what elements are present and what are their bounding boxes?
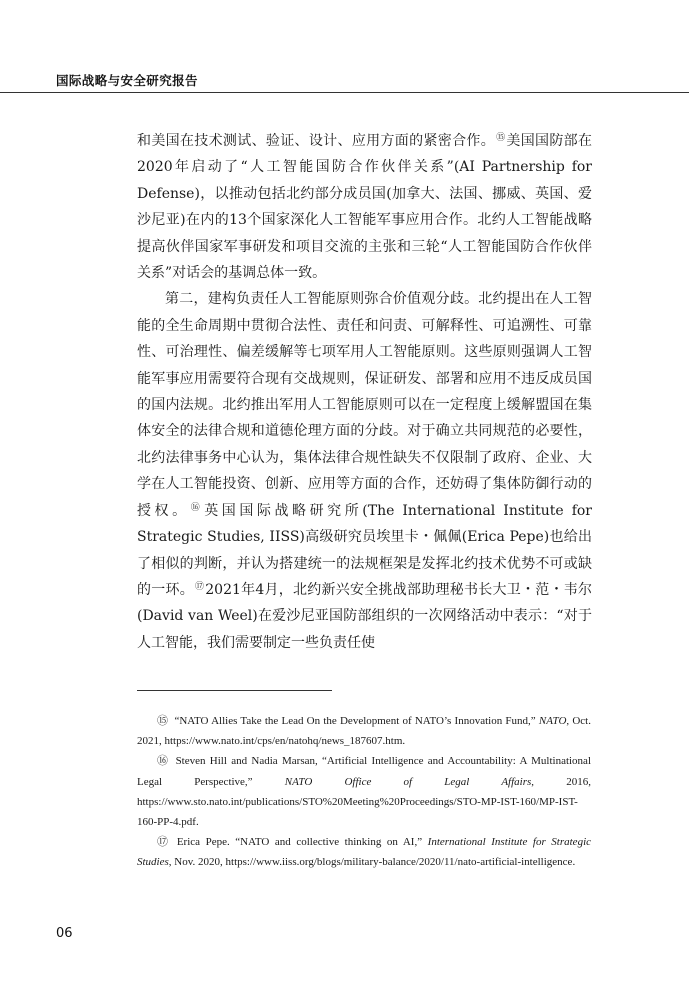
paragraph-1-text-b: 美国国防部在2020年启动了“人工智能国防合作伙伴关系”(AI Partnership for Defense)，以推动包括北约部分成员国(加拿大、法国、挪威、英国、爱沙尼亚)在内的13个国家深化人工智能军事应用合作。北约人工智能战略提高伙伴国家军事研发和项目交流的主张和三轮“人工智能国防合作伙伴关系”对话会的基调总体一致。 xyxy=(137,133,593,282)
footnote-15 xyxy=(137,711,591,751)
paragraph-1-text-a: 和美国在技术测试、验证、设计、应用方面的紧密合作。 xyxy=(137,133,496,149)
paragraph-2-text-a: 第二，建构负责任人工智能原则弥合价值观分歧。北约提出在人工智能的全生命周期中贯彻合法性、责任和问责、可解释性、可追溯性、可靠性、可治理性、偏差缓解等七项军用人工智能原则。这些原则强调人工智能军事应用需要符合现有交战规则，保证研发、部署和应用不违反成员国的国内法规。北约推出军用人工智能原则可以在一定程度上缓解盟国在集体安全的法律合规和道德伦理方面的分歧。对于确立共同规范的必要性，北约法律事务中心认为，集体法律合规性缺失不仅限制了政府、企业、大学在人工智能投资、创新、应用等方面的合作，还妨碍了集体防御行动的授权。 xyxy=(137,291,592,519)
footnote-16-source: NATO Office of Legal Affairs xyxy=(284,775,532,788)
footnote-17-source: International Institute for Strategic Studies xyxy=(137,836,592,869)
paragraph-2-text-b: 英国国际战略研究所(The International Institute for Strategic Studies, IISS)高级研究员埃里卡・佩佩(Erica Pepe)也给出了相似的判断，并认为搭建统一的法规框架是发挥北约技术优势不可或缺的一环。 xyxy=(137,502,592,598)
body-text xyxy=(137,128,592,656)
footnote-15-source: NATO xyxy=(538,715,567,727)
footnote-separator xyxy=(137,690,332,691)
paragraph-1 xyxy=(137,128,592,286)
footnote-marker-15: ⑮ xyxy=(157,715,169,727)
paragraph-2-text-c: 2021年4月，北约新兴安全挑战部助理秘书长大卫・范・韦尔(David van Weel)在爱沙尼亚国防部组织的一次网络活动中表示：“对于人工智能，我们需要制定一些负责任使 xyxy=(137,581,592,651)
footnote-17 xyxy=(137,832,591,872)
footnote-15-text: “NATO Allies Take the Lead On the Development of NATO’s Innovation Fund,” xyxy=(174,715,539,727)
footnote-16-link[interactable]: , 2016, https://www.sto.nato.int/publications/STO%20Meeting%20Proceedings/STO-MP-IST-160/MP-IST-160-PP-4.pdf. xyxy=(137,775,591,829)
footnote-16 xyxy=(137,751,591,832)
header-rule xyxy=(0,92,689,93)
footnote-ref-17[interactable]: ⑰ xyxy=(195,581,205,592)
footnote-ref-15[interactable]: ⑮ xyxy=(496,133,506,143)
footnote-16-text: Steven Hill and Nadia Marsan, “Artificial Intelligence and Accountability: A Multinational Legal Perspective,” xyxy=(137,755,591,788)
footnote-15-link[interactable]: , Oct. 2021, https://www.nato.int/cps/en/natohq/news_187607.htm. xyxy=(137,715,591,748)
footnote-marker-16: ⑯ xyxy=(157,755,170,768)
footnotes xyxy=(137,711,591,873)
paragraph-2 xyxy=(137,286,592,656)
footnote-17-text: Erica Pepe. “NATO and collective thinking on AI,” xyxy=(176,836,428,849)
footnote-marker-17: ⑰ xyxy=(157,836,171,849)
page-number: 06 xyxy=(56,926,73,941)
footnote-17-link[interactable]: , Nov. 2020, https://www.iiss.org/blogs/military-balance/2020/11/nato-artificial-intelligence. xyxy=(168,856,576,869)
footnote-ref-16[interactable]: ⑯ xyxy=(190,502,204,513)
running-header: 国际战略与安全研究报告 xyxy=(56,73,198,88)
